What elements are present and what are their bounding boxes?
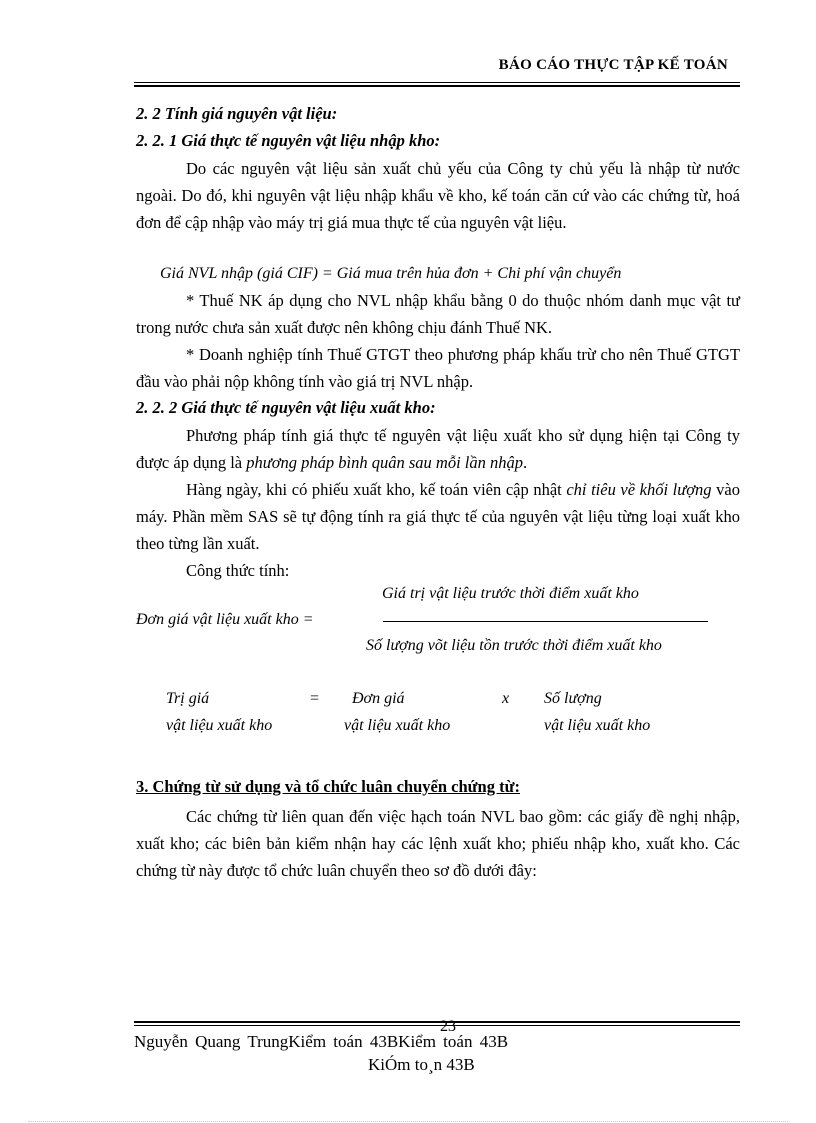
method-end: . (523, 453, 528, 472)
method-text: Phương pháp tính giá thực tế nguyên vật liệu xuất kho sử dụng hiện tại Công ty được áp dụng là (136, 426, 740, 472)
page-bottom-border (28, 1121, 788, 1122)
report-header-title: BÁO CÁO THỰC TẬP KẾ TOÁN (498, 57, 728, 73)
section-2-2-2-paragraph-1 (136, 422, 740, 476)
value-rhs-line1: Số lượng (544, 690, 602, 707)
method-name: phương pháp bình quân sau mỗi lần nhập (246, 453, 524, 472)
import-price-formula: Giá NVL nhập (giá CIF) = Giá mua trên hủa đơn + Chi phí vận chuyển (160, 265, 622, 282)
unit-price-denominator: Số lượng võt liệu tồn trước thời điểm xuất kho (366, 637, 662, 654)
value-mid-line2: vật liệu xuất kho (344, 717, 451, 734)
section-2-2-title: 2. 2 Tính giá nguyên vật liệu: (136, 104, 338, 123)
value-mid-line1: Đơn giá (352, 690, 405, 707)
section-2-2-2-title: 2. 2. 2 Giá thực tế nguyên vật liệu xuất kho: (136, 398, 436, 417)
fraction-bar (383, 621, 708, 622)
footer-author: Nguyễn Quang TrungKiểm toán 43BKiểm toán 43B (134, 1032, 509, 1051)
section-2-2-1-title: 2. 2. 1 Giá thực tế nguyên vật liệu nhập kho: (136, 131, 441, 150)
header-rule-top (134, 82, 740, 83)
value-lhs-line2: vật liệu xuất kho (166, 717, 273, 734)
value-rhs-line2: vật liệu xuất kho (544, 717, 651, 734)
footer-rule-top (134, 1021, 740, 1023)
header-rule-bottom (134, 85, 740, 87)
footer-class: KiÓm to¸n 43B (368, 1055, 475, 1074)
value-equals: = (310, 690, 320, 707)
daily-text-end: vào máy. Phần mềm SAS sẽ tự động tính ra giá thực tế của nguyên vật liệu từng loại xuất kho theo từng lần xuất. (136, 480, 740, 553)
volume-indicator: chỉ tiêu về khối lượng (566, 480, 712, 499)
unit-price-lhs: Đơn giá vật liệu xuất kho = (136, 611, 314, 628)
daily-text: Hàng ngày, khi có phiếu xuất kho, kế toán viên cập nhật (186, 480, 567, 499)
section-3-title: 3. Chứng từ sử dụng và tổ chức luân chuyển chứng từ: (136, 777, 520, 796)
unit-price-numerator: Giá trị vật liệu trước thời điểm xuất kho (382, 585, 639, 602)
vat-note: * Doanh nghiệp tính Thuế GTGT theo phương pháp khấu trừ cho nên Thuế GTGT đầu vào phải nộp không tính vào giá trị NVL nhập. (136, 345, 740, 391)
footer-rule-bottom (134, 1025, 740, 1026)
value-lhs-line1: Trị giá (166, 690, 210, 707)
page-number: 23 (440, 1018, 456, 1035)
import-tax-note: * Thuế NK áp dụng cho NVL nhập khẩu bằng 0 do thuộc nhóm danh mục vật tư trong nước chưa sản xuất được nên không chịu đánh Thuế NK. (136, 291, 740, 337)
formula-label: Công thức tính: (186, 561, 290, 580)
section-2-2-2-paragraph-2 (136, 476, 740, 557)
section-2-2-1-paragraph: Do các nguyên vật liệu sản xuất chủ yếu của Công ty chủ yếu là nhập từ nước ngoài. Do đó, khi nguyên vật liệu nhập khẩu về kho, kế toán căn cứ vào các chứng từ, hoá đơn để cập nhập vào máy trị giá mua thực tế của nguyên vật liệu. (136, 159, 740, 232)
section-3-paragraph: Các chứng từ liên quan đến việc hạch toán NVL bao gồm: các giấy đề nghị nhập, xuất kho; các biên bản kiểm nhận hay các lệnh xuất kho; phiếu nhập kho, xuất kho. Các chứng từ này được tổ chức luân chuyển theo sơ đồ dưới đây: (136, 807, 740, 880)
value-times: x (502, 690, 510, 707)
